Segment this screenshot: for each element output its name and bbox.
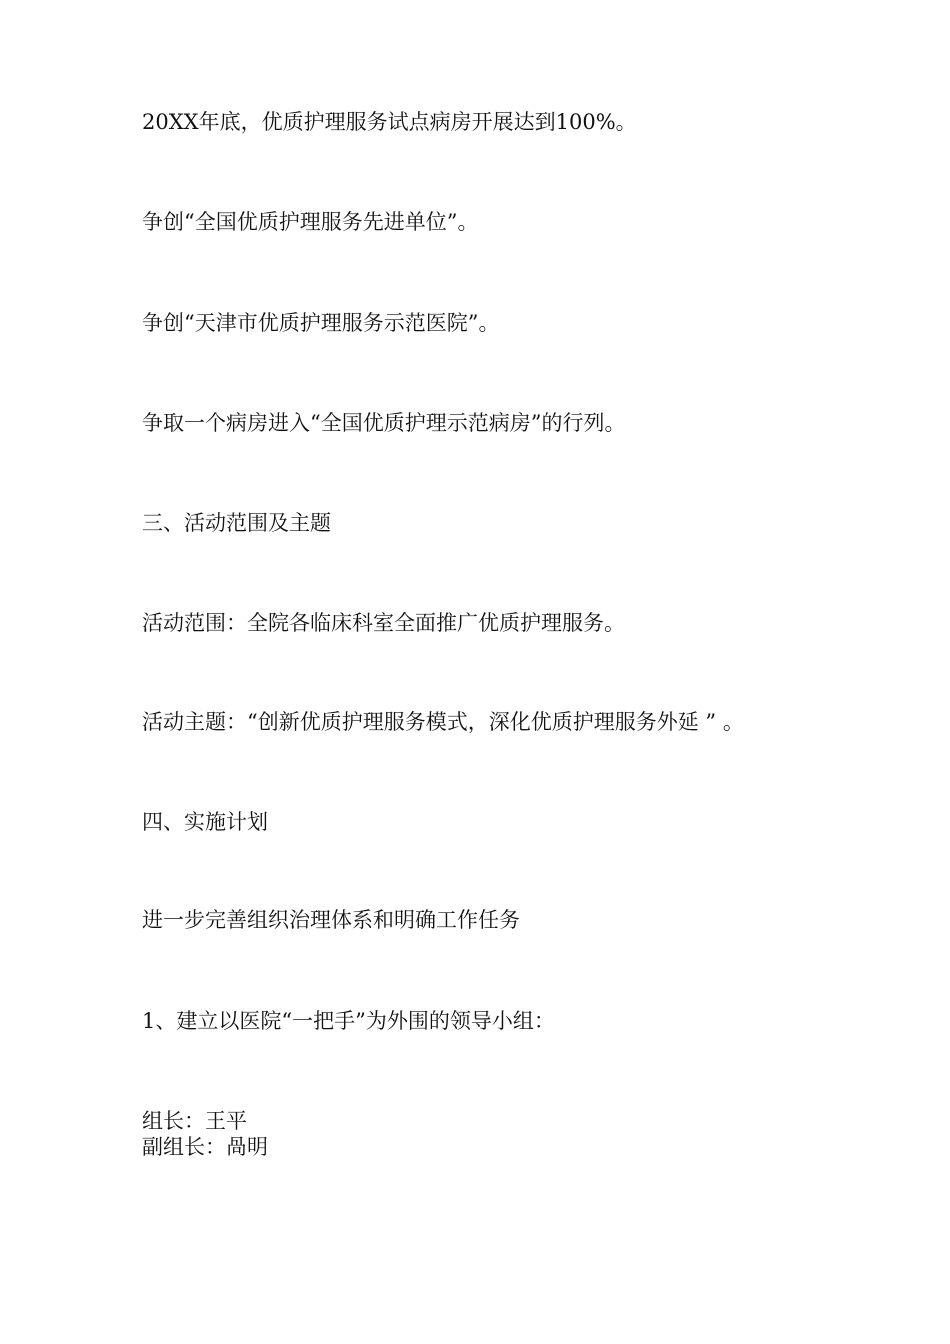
group-deputy-leader: 副组长：咼明 bbox=[142, 1135, 268, 1159]
activity-theme: 活动主题：“创新优质护理服务模式，深化优质护理服务外延 ” 。 bbox=[142, 710, 744, 734]
goal-national-ward: 争取一个病房进入“全国优质护理示范病房”的行列。 bbox=[142, 411, 626, 435]
goal-pilot-wards: 20XX年底，优质护理服务试点病房开展达到100%。 bbox=[142, 110, 637, 134]
section-heading-scope: 三、活动范围及主题 bbox=[142, 511, 331, 535]
plan-item-leadership-group: 1、建立以医院“一把手”为外围的领导小组： bbox=[142, 1009, 555, 1033]
group-leader: 组长：王平 bbox=[142, 1109, 247, 1133]
section-heading-plan: 四、实施计划 bbox=[142, 810, 268, 834]
goal-tianjin-hospital: 争创“天津市优质护理服务示范医院”。 bbox=[142, 311, 500, 335]
plan-intro: 进一步完善组织治理体系和明确工作任务 bbox=[142, 908, 520, 932]
activity-scope: 活动范围：全院各临床科室全面推广优质护理服务。 bbox=[142, 611, 625, 635]
goal-national-unit: 争创“全国优质护理服务先进单位”。 bbox=[142, 210, 479, 234]
